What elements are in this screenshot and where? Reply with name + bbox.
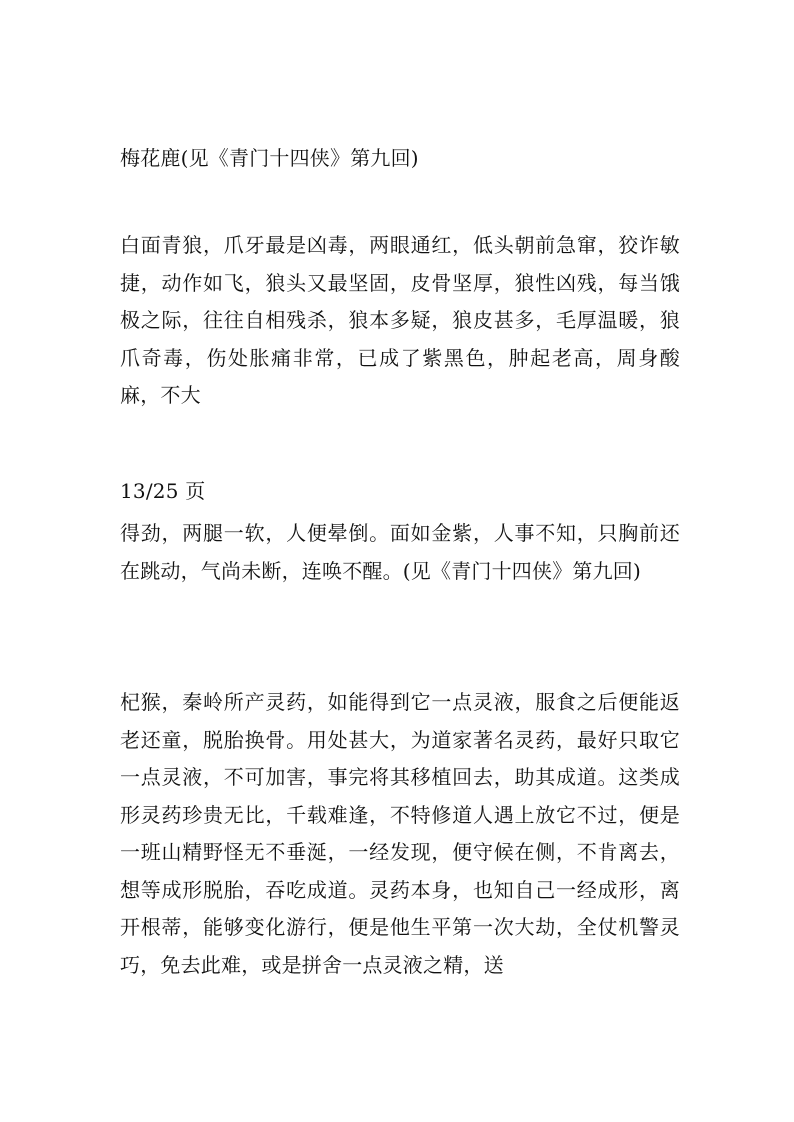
page-number: 13/25 页 <box>120 479 206 503</box>
paragraph-white-faced-wolf: 白面青狼，爪牙最是凶毒，两眼通红，低头朝前急窜，狡诈敏捷，动作如飞，狼头又最坚固，皮骨坚厚，狼性凶残，每当饿极之际，往往自相残杀，狼本多疑，狼皮甚多，毛厚温暖，狼爪奇毒，伤处胀痛非常，已成了紫黑色，肿起老高，周身酸麻，不大 <box>120 233 680 407</box>
section-heading: 梅花鹿(见《青门十四侠》第九回) <box>120 146 419 170</box>
paragraph-qi-monkey: 杞猴，秦岭所产灵药，如能得到它一点灵液，服食之后便能返老还童，脱胎换骨。用处甚大，为道家著名灵药，最好只取它一点灵液，不可加害，事完将其移植回去，助其成道。这类成形灵药珍贵无比，千载难逢，不特修道人遇上放它不过，便是一班山精野怪无不垂涎，一经发现，便守候在侧，不肯离去，想等成形脱胎，吞吃成道。灵药本身，也知自己一经成形，离开根蒂，能够变化游行，便是他生平第一次大劫，全仗机警灵巧，免去此难，或是拼舍一点灵液之精，送 <box>120 690 680 977</box>
paragraph-continuation: 得劲，两腿一软，人便晕倒。面如金紫，人事不知，只胸前还在跳动，气尚未断，连唤不醒。(见《青门十四侠》第九回) <box>120 521 680 583</box>
